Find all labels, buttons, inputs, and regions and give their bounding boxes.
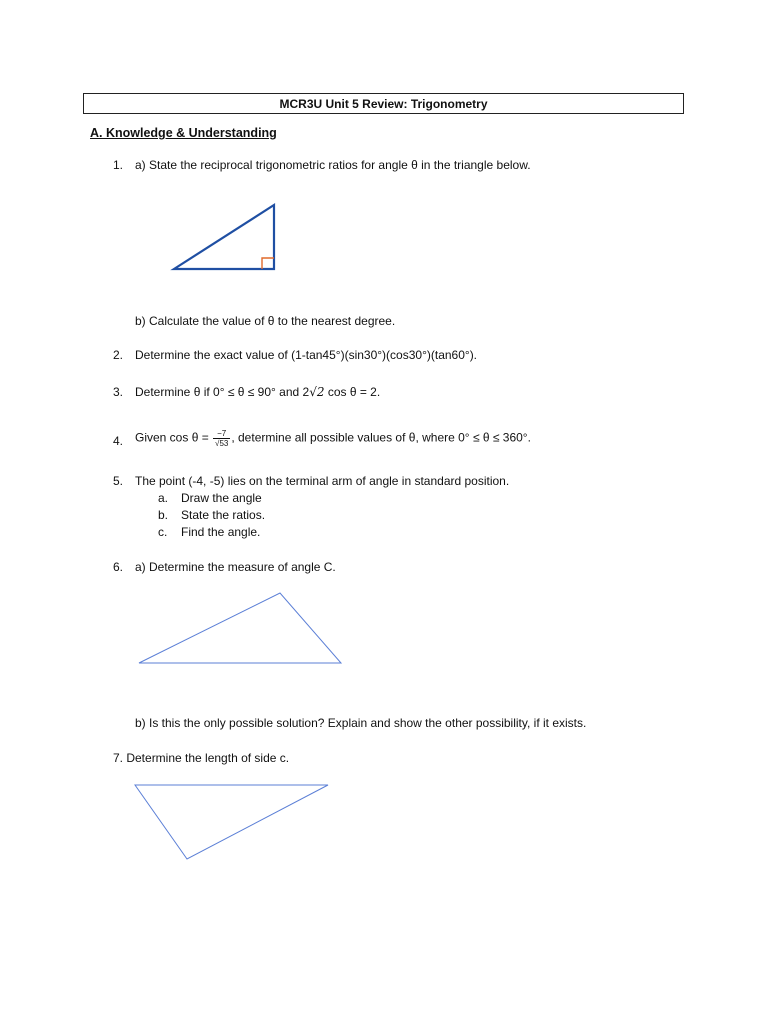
question-6b-text: b) Is this the only possible solution? Explain and show the other possibility, if it exists. — [135, 716, 587, 730]
right-triangle-diagram — [174, 205, 274, 269]
question-number: 6. — [113, 560, 124, 574]
part-label: c. — [158, 525, 168, 539]
part-label: a. — [158, 491, 169, 505]
fraction-numerator: −7 — [213, 429, 230, 439]
triangle-outline — [139, 593, 341, 663]
question-number: 4. — [113, 434, 124, 448]
triangle-outline — [135, 785, 328, 859]
section-heading: A. Knowledge & Understanding — [90, 126, 277, 140]
sqrt-expression: √2 — [309, 385, 325, 399]
part-text: Find the angle. — [181, 525, 261, 539]
question-3-pre: Determine θ if 0° ≤ θ ≤ 90° and 2 — [135, 385, 310, 399]
triangle-outline — [174, 205, 274, 269]
fraction — [213, 429, 230, 448]
question-number: 3. — [113, 385, 124, 399]
page-title: MCR3U Unit 5 Review: Trigonometry — [83, 93, 684, 114]
triangle-q6-diagram — [139, 593, 341, 663]
question-4-text — [135, 429, 531, 448]
question-7 — [113, 751, 289, 765]
question-5-text: The point (-4, -5) lies on the terminal arm of angle in standard position. — [135, 474, 510, 488]
question-4-post: , determine all possible values of θ, where 0° ≤ θ ≤ 360°. — [231, 430, 531, 445]
question-number: 5. — [113, 474, 124, 488]
question-2-text: Determine the exact value of (1-tan45°)(sin30°)(cos30°)(tan60°). — [135, 348, 478, 362]
triangle-q7-diagram — [135, 785, 328, 859]
fraction-denominator: √53 — [215, 439, 229, 448]
part-text: Draw the angle — [181, 491, 262, 505]
question-6a-text: a) Determine the measure of angle C. — [135, 560, 336, 574]
question-1b-text: b) Calculate the value of θ to the nearest degree. — [135, 314, 396, 328]
question-7-text: 7. Determine the length of side c. — [113, 751, 290, 765]
question-4-pre: Given cos θ = — [135, 430, 213, 445]
question-3-post: cos θ = 2. — [324, 385, 381, 399]
right-angle-marker — [262, 258, 274, 269]
question-number: 2. — [113, 348, 124, 362]
question-3-text — [135, 385, 380, 399]
part-text: State the ratios. — [181, 508, 266, 522]
question-number: 1. — [113, 158, 124, 172]
part-label: b. — [158, 508, 169, 522]
question-1a-text: a) State the reciprocal trigonometric ratios for angle θ in the triangle below. — [135, 158, 531, 172]
